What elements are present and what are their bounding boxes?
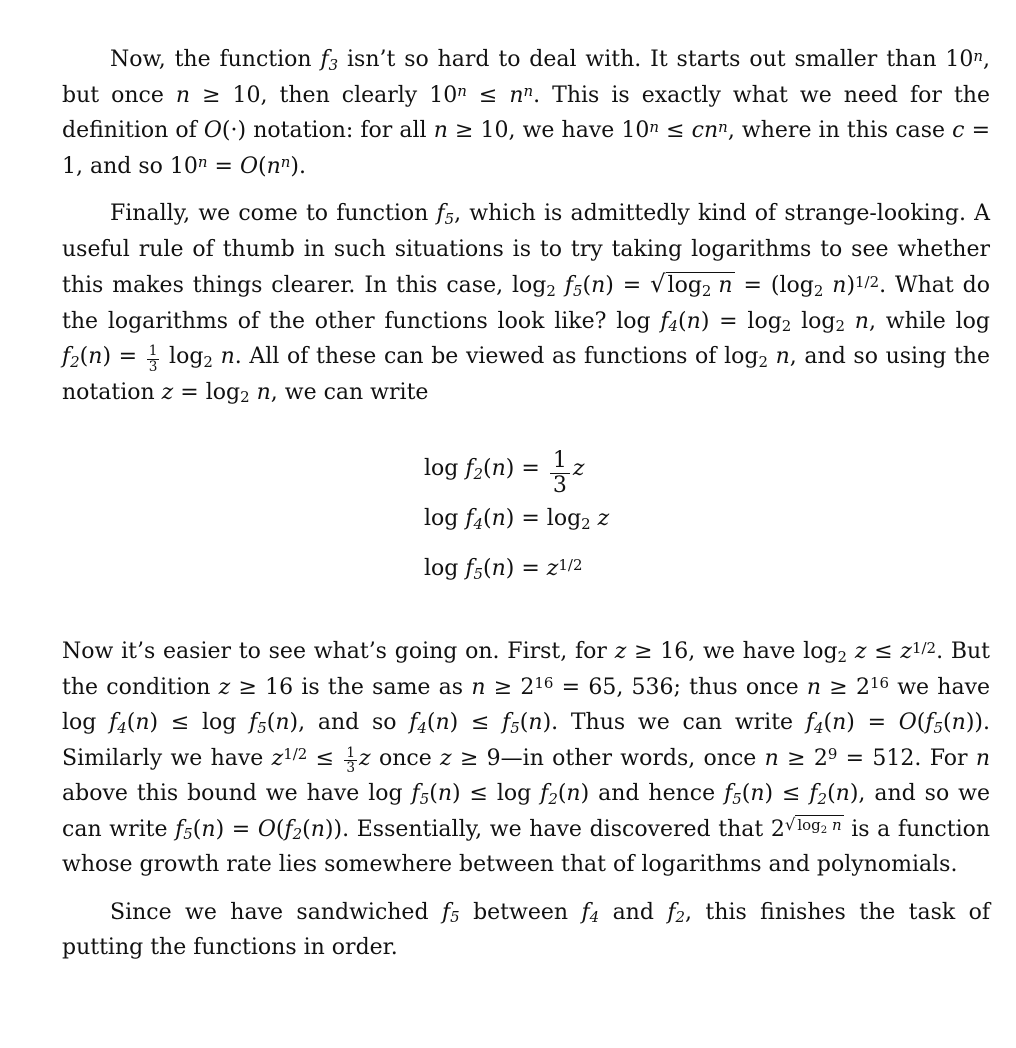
math-z-ge-16: z ≥ 16 [614, 639, 689, 664]
math-n-ge-10-b: n ≥ 10 [433, 118, 509, 143]
p3-text-e: we have [897, 674, 991, 700]
p3-text-p: is a function whose growth rate lies somewhere between that of logarithms and polynomials. [62, 816, 991, 877]
math-n-ge-2-16-b: $n \ge 2^{16}$ [806, 674, 889, 700]
p2-text-a: , which is admittedly kind of strange-looking. A useful rule of thumb in such situations is to try taking logarithms to see whether this makes things clearer. In this case, [62, 201, 990, 298]
p3-text-h: . Similarly we have [62, 710, 990, 771]
math-log-f4: $\log f_4(n) = \log_2 \log_2 n$ [616, 308, 869, 336]
paragraph-4 [62, 895, 990, 966]
math-z-ge-9: z ≥ 9 [440, 745, 501, 771]
p1-text-e: notation: for all [253, 118, 427, 143]
p3-text-m: and hence [598, 781, 716, 806]
fraction-one-third-display: $\frac{1}{3}$ [550, 449, 570, 496]
math-f5-le-f2: $f_5(n) \le f_2(n)$ [724, 781, 859, 808]
equation-log-f2: $\log f_2(n)$ = $\frac{1}{3}$ z [424, 448, 585, 498]
math-10n-eq-O-nn: $10^n = O(n^n)$ [169, 153, 299, 179]
display-equations [62, 444, 990, 594]
math-10n-le-cnn: $10^n \le cn^n$ [621, 117, 728, 143]
math-f4-le-f5: $f_4(n) \le f_5(n)$ [409, 710, 552, 737]
math-f3: $f_3$ [320, 47, 339, 74]
math-log2z-le-zhalf: $\log_2 z \le z^{1/2}$ [803, 638, 937, 666]
fraction-one-third: $\frac{1}{3}$ [148, 343, 158, 375]
math-c-eq-1: c = 1 [62, 118, 991, 179]
math-log-f5-sqrt: $\log_2 f_5(n) = √\log_2$ $n = (\log_2$ n)$^{1/2}$ [512, 273, 879, 298]
math-2-pow-sqrt-log: $2^{√ log_2 n}$ [770, 815, 842, 842]
math-zhalf-le-third-z: $z^{1/2}$ ≤ $\frac{1}{3}$ z [271, 744, 371, 776]
math-logf5-le-logf2: $\log f_5(n) \le \log f_2(n)$ [368, 781, 590, 808]
p3-text-l: above this bound we have [62, 781, 360, 806]
p3-text-b: . But the condition [62, 639, 990, 700]
math-10n: 10$^n$ [945, 46, 983, 72]
p2-text-f: , we can write [270, 379, 429, 405]
math-f5-b: $f_5$ [441, 899, 460, 927]
p1-text-c: , then clearly [260, 82, 418, 108]
p3-text-intro: Now it’s easier to see what’s going on. First, for [62, 639, 607, 664]
p2-text-b: . What do the logarithms of the other functions look like? [62, 273, 990, 334]
p4-text-b: and [612, 899, 654, 925]
p3-text-d: ; thus once [673, 674, 799, 700]
math-n: n [975, 745, 991, 771]
p1-text-a: isn’t so hard to deal with. It starts out smaller than [347, 47, 937, 72]
math-f4-eq-O-f5: $f_4(n) = O(f_5(n))$ [805, 710, 983, 737]
sqrt-icon-2: √ log2 n [784, 815, 842, 836]
p1-text-b: , but once [62, 47, 990, 108]
p3-text-j: —in other words, once [500, 745, 757, 771]
p3-text-f: , and so [298, 710, 397, 735]
math-n-ge-2-16: $n \ge 2^{16} = 65$, 536 [471, 674, 674, 700]
p3-text-g: . Thus we can write [551, 710, 794, 735]
math-log2-n: $\log_2 n$ [724, 344, 790, 371]
equation-log-f4: $\log f_4(n) = \log_2 z$ [424, 506, 610, 533]
p4-text-c: , this finishes the task of putting the functions in order. [62, 899, 991, 960]
p4-text-intro: Since we have sandwiched [110, 899, 429, 925]
p3-text-i: once [378, 745, 432, 771]
math-f2: $f_2$ [667, 899, 686, 927]
p2-text-intro: Finally, we come to function [110, 201, 429, 226]
math-logf4-le-logf5: $\log f_4(n) \le \log f_5(n)$ [62, 710, 299, 737]
p1-text-end: . [299, 153, 306, 179]
p3-text-a: , we have [688, 639, 796, 664]
p3-text-k: . For [914, 745, 968, 771]
fraction-one-third-b: $\frac{1}{3}$ [346, 744, 356, 776]
p3-text-n: , and so we can write [62, 781, 990, 842]
math-f5-eq-O-f2: $f_5(n) = O(f_2(n))$ [175, 816, 343, 844]
p3-text-o: . Essentially, we have discovered that [342, 816, 764, 842]
p1-text-d: . This is exactly what we need for the definition of [62, 82, 990, 143]
math-f5: $f_5$ [436, 201, 455, 228]
math-10n-le-nn: $10^n \le n^n$ [429, 82, 534, 108]
math-big-o-dot: O(·) [203, 118, 247, 143]
p1-text-intro: Now, the function [110, 47, 312, 72]
math-n-ge-2-9: $n \ge 2^9 = 512$ [764, 745, 915, 771]
paragraph-2 [62, 196, 990, 410]
equation-log-f5: $\log f_5(n) = z^{1/2}$ [424, 555, 583, 583]
p2-text-c: , while [868, 308, 946, 334]
p3-text-c: is the same as [301, 674, 464, 700]
p4-text-a: between [473, 899, 569, 925]
math-z-eq-log2-n: $z = \log_2 n$ [161, 379, 271, 407]
math-z-ge-16-b: z ≥ 16 [218, 674, 294, 700]
p1-text-h: , and so [76, 153, 163, 179]
p1-text-g: , where in this case [727, 118, 946, 143]
p2-text-e: , and so using the notation [62, 344, 990, 405]
p1-text-f: , we have [508, 118, 615, 143]
sqrt-icon: $√\log_2$ n [650, 270, 733, 300]
paragraph-3 [62, 634, 990, 883]
math-n-ge-10: n ≥ 10 [175, 82, 261, 108]
math-f4: $f_4$ [581, 899, 600, 927]
p2-text-d: . All of these can be viewed as functions of [234, 344, 717, 369]
paragraph-1 [62, 42, 990, 184]
math-log-f2: $\log f_2(n)$ = $\frac{1}{3}$ $\log_2 n$ [62, 308, 990, 375]
